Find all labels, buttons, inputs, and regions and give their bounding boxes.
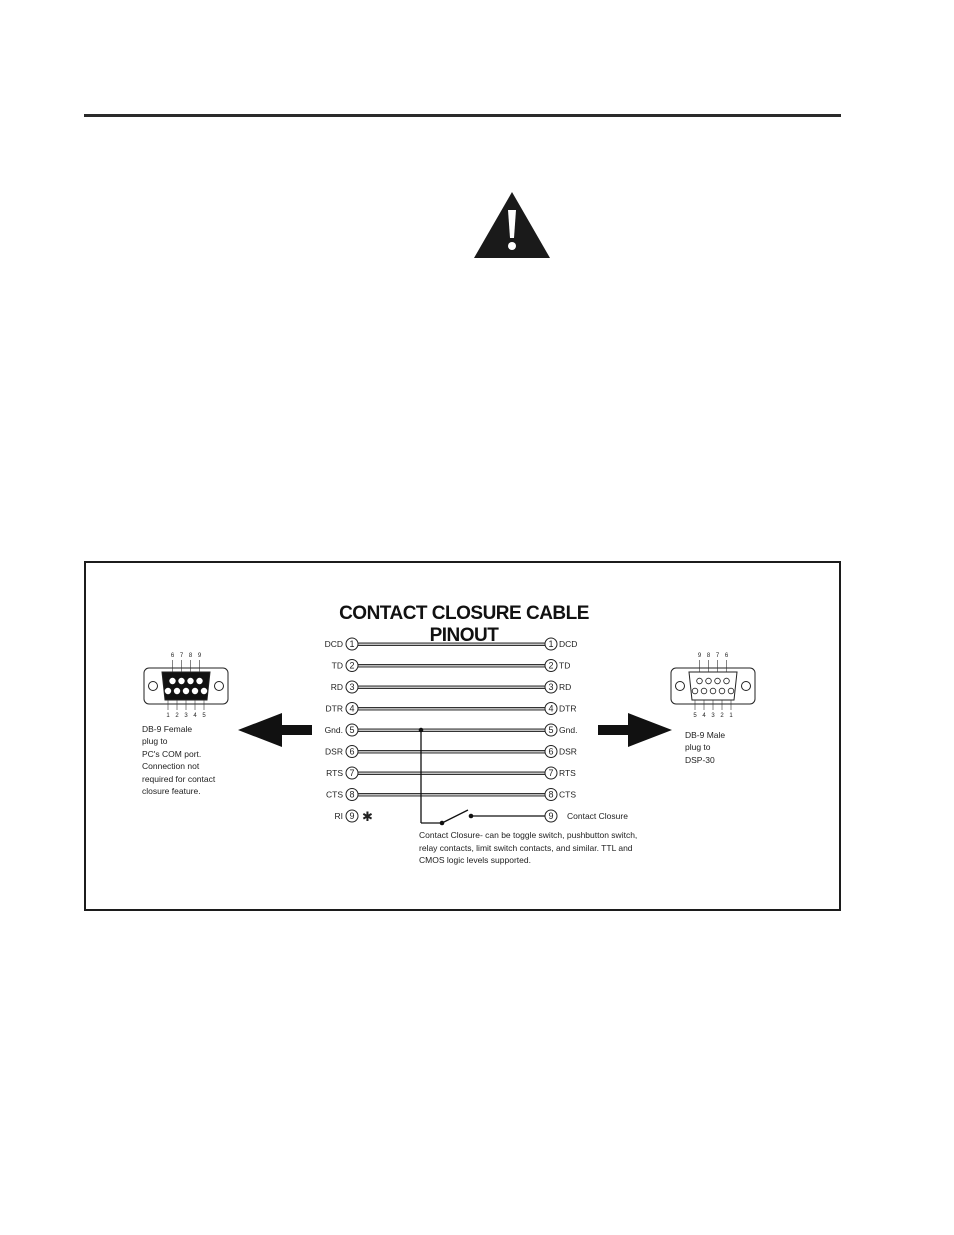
right_connector-pin-number-bottom: 4: [702, 713, 706, 719]
left-connector-caption: plug to: [142, 736, 168, 747]
right_connector-pin: [697, 678, 703, 684]
right_connector-pin-number-top: 9: [697, 653, 702, 659]
pin-label-left: CTS: [326, 789, 343, 800]
left_connector-pin: [192, 688, 198, 694]
pin-number-right: 5: [548, 725, 554, 735]
pin-number-right: 6: [548, 746, 554, 757]
pin-label-right: CTS: [559, 789, 576, 800]
pin-label-right: TD: [559, 660, 571, 671]
left_connector-pin-number-bottom: 2: [175, 713, 179, 719]
left_connector-pin-number-bottom: 4: [193, 713, 197, 719]
right-connector-caption: DB-9 Male: [685, 730, 726, 740]
pin-number-right: 8: [548, 789, 554, 800]
pin-label-right: DSR: [559, 746, 577, 757]
right_connector-pin-number-top: 6: [724, 653, 729, 659]
pin-number-ri: 9: [349, 811, 355, 821]
right_connector-pin: [728, 688, 734, 694]
left-connector-caption: Connection not: [142, 761, 200, 772]
left_connector-pin-number-top: 8: [188, 653, 193, 659]
pin-label-right: Gnd.: [559, 725, 578, 735]
left_connector-pin: [170, 678, 176, 684]
right-connector-caption: plug to: [685, 742, 711, 753]
left_connector-pin: [179, 678, 185, 684]
right_connector-pin: [692, 688, 698, 694]
pinout-diagram-panel: [84, 561, 841, 911]
pin-number-right: 7: [548, 768, 554, 778]
right_connector-screw-hole: [742, 682, 751, 691]
right_connector-pin-number-top: 7: [715, 653, 720, 659]
switch-lever: [442, 810, 468, 823]
right_connector-screw-hole: [676, 682, 685, 691]
left-connector-caption: closure feature.: [142, 786, 201, 796]
pin-label-left: DSR: [325, 746, 343, 757]
switch-note-line: Contact Closure- can be toggle switch, pushbutton switch,: [419, 830, 638, 840]
left-connector-caption: required for contact: [142, 773, 216, 784]
warning-triangle-icon: [472, 190, 552, 260]
pin-label-right: DCD: [559, 639, 578, 649]
right_connector-pin-number-top: 8: [706, 653, 711, 659]
pin-label-left: RTS: [326, 768, 343, 778]
right_connector-pin: [701, 688, 707, 694]
left-arrow: [238, 713, 312, 747]
pin-number-right: 4: [548, 703, 554, 714]
contact-closure-label: Contact Closure: [567, 811, 628, 821]
right_connector-pin: [724, 678, 730, 684]
left_connector-pin: [188, 678, 194, 684]
pin-number-contact: 9: [548, 811, 554, 821]
right_connector-face: [689, 672, 737, 700]
left_connector-pin-number-bottom: 1: [166, 713, 170, 719]
left_connector-pin: [165, 688, 171, 694]
right_connector-pin-number-bottom: 1: [729, 713, 733, 719]
left_connector-pin-number-bottom: 5: [202, 713, 206, 719]
switch-note-line: CMOS logic levels supported.: [419, 855, 531, 865]
pin-number-left: 2: [349, 660, 355, 671]
right_connector-pin: [710, 688, 716, 694]
pin-number-left: 1: [349, 639, 355, 649]
pin-label-ri: RI: [334, 811, 343, 821]
right_connector-pin-number-bottom: 2: [720, 713, 724, 719]
left_connector-pin: [201, 688, 207, 694]
pin-number-right: 1: [548, 639, 554, 649]
pin-number-right: 3: [548, 682, 554, 692]
asterisk-marker: ✱: [362, 809, 373, 824]
left_connector-face: [162, 672, 210, 700]
left-connector-caption: PC's COM port.: [142, 748, 202, 759]
left_connector-pin: [183, 688, 189, 694]
pin-number-right: 2: [548, 660, 554, 671]
left_connector-pin-number-bottom: 3: [184, 713, 188, 719]
right_connector-pin-number-bottom: 5: [693, 713, 697, 719]
right-arrow: [598, 713, 672, 747]
right-connector-caption: DSP-30: [685, 754, 715, 765]
left_connector-screw-hole: [215, 682, 224, 691]
pin-label-left: RD: [330, 682, 343, 692]
header-rule: [84, 114, 841, 117]
pin-label-left: TD: [331, 660, 343, 671]
pin-number-left: 3: [349, 682, 355, 692]
left_connector-pin: [197, 678, 203, 684]
left_connector-screw-hole: [149, 682, 158, 691]
right_connector-pin: [719, 688, 725, 694]
pin-label-left: DTR: [325, 703, 343, 714]
diagram-title: CONTACT CLOSURE CABLE PINOUT: [339, 603, 589, 646]
left_connector-pin-number-top: 7: [179, 653, 184, 659]
pin-label-left: Gnd.: [324, 725, 343, 735]
pin-number-left: 6: [349, 746, 355, 757]
pin-number-left: 8: [349, 789, 355, 800]
pin-number-left: 4: [349, 703, 355, 714]
left_connector-pin-number-top: 9: [197, 653, 202, 659]
right_connector-pin: [706, 678, 712, 684]
pin-label-right: DTR: [559, 703, 577, 714]
pin-label-right: RTS: [559, 768, 576, 778]
right_connector-pin: [715, 678, 721, 684]
pin-number-left: 5: [349, 725, 355, 735]
pin-label-left: DCD: [324, 639, 343, 649]
left-connector-caption: DB-9 Female: [142, 724, 193, 734]
left_connector-pin-number-top: 6: [170, 653, 175, 659]
pin-label-right: RD: [559, 682, 572, 692]
switch-note-line: relay contacts, limit switch contacts, and similar. TTL and: [419, 842, 633, 853]
left_connector-pin: [174, 688, 180, 694]
right_connector-pin-number-bottom: 3: [711, 713, 715, 719]
pin-number-left: 7: [349, 768, 355, 778]
